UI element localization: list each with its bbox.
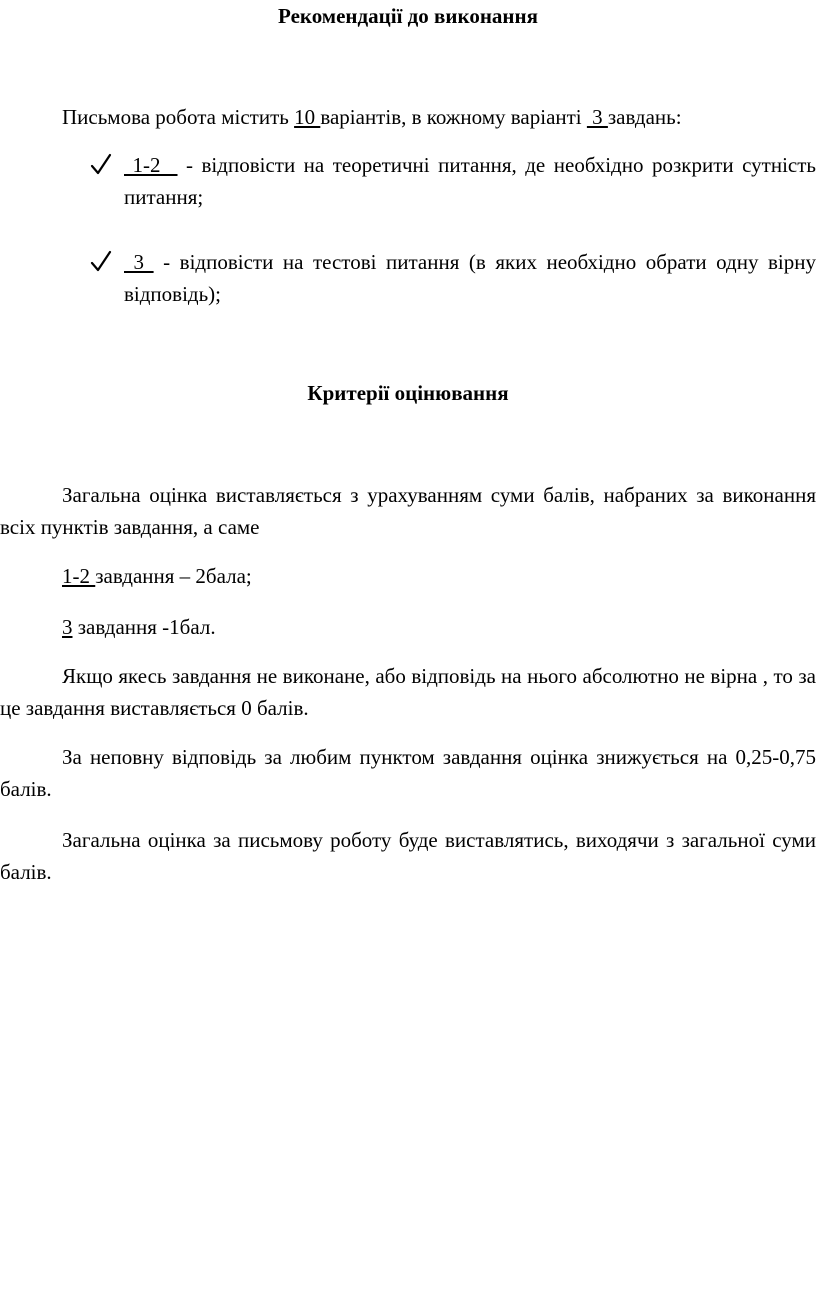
intro-text-1: Письмова робота містить <box>62 105 295 129</box>
checkmark-icon <box>90 149 112 179</box>
score-2-tasks: 3 <box>62 615 73 639</box>
list-item <box>90 246 816 310</box>
task-number-test: 3 <box>124 250 154 274</box>
final-score-paragraph: Загальна оцінка за письмову роботу буде виставлятись, виходячи з загальної суми балів. <box>0 828 816 884</box>
partial-score-paragraph: За неповну відповідь за любим пунктом завдання оцінка знижується на 0,25-0,75 балів. <box>0 745 816 801</box>
tasks-count: 3 <box>586 105 608 129</box>
score-line-2 <box>62 611 816 643</box>
task-range-theory: 1-2 <box>124 153 178 177</box>
intro-text-2: варіантів, в кожному варіанті <box>320 105 587 129</box>
intro-text-3: завдань: <box>607 105 682 129</box>
zero-score-paragraph: Якщо якесь завдання не виконане, або відповідь на нього абсолютно не вірна , то за це завдання виставляється 0 балів. <box>0 664 816 720</box>
variants-count: 10 <box>294 105 321 129</box>
general-assessment-paragraph: Загальна оцінка виставляється з урахуванням суми балів, набраних за виконання всіх пунктів завдання, а саме <box>0 483 816 539</box>
intro-paragraph <box>62 101 816 133</box>
score-1-tasks: 1-2 <box>62 564 96 588</box>
list-item <box>90 149 816 213</box>
score-2-text: завдання -1бал. <box>72 615 216 639</box>
score-1-text: завдання – 2бала; <box>95 564 252 588</box>
list-item-text <box>124 149 816 213</box>
section-title-recommendations: Рекомендації до виконання <box>278 4 538 28</box>
section-title-criteria: Критерії оцінювання <box>307 381 509 405</box>
task-test-description: - відповісти на тестові питання (в яких необхідно обрати одну вірну відповідь); <box>124 250 816 306</box>
checkmark-icon <box>90 246 112 276</box>
score-line-1 <box>62 560 816 592</box>
list-item-text <box>124 246 816 310</box>
task-theory-description: - відповісти на теоретичні питання, де необхідно розкрити сутність питання; <box>124 153 816 209</box>
